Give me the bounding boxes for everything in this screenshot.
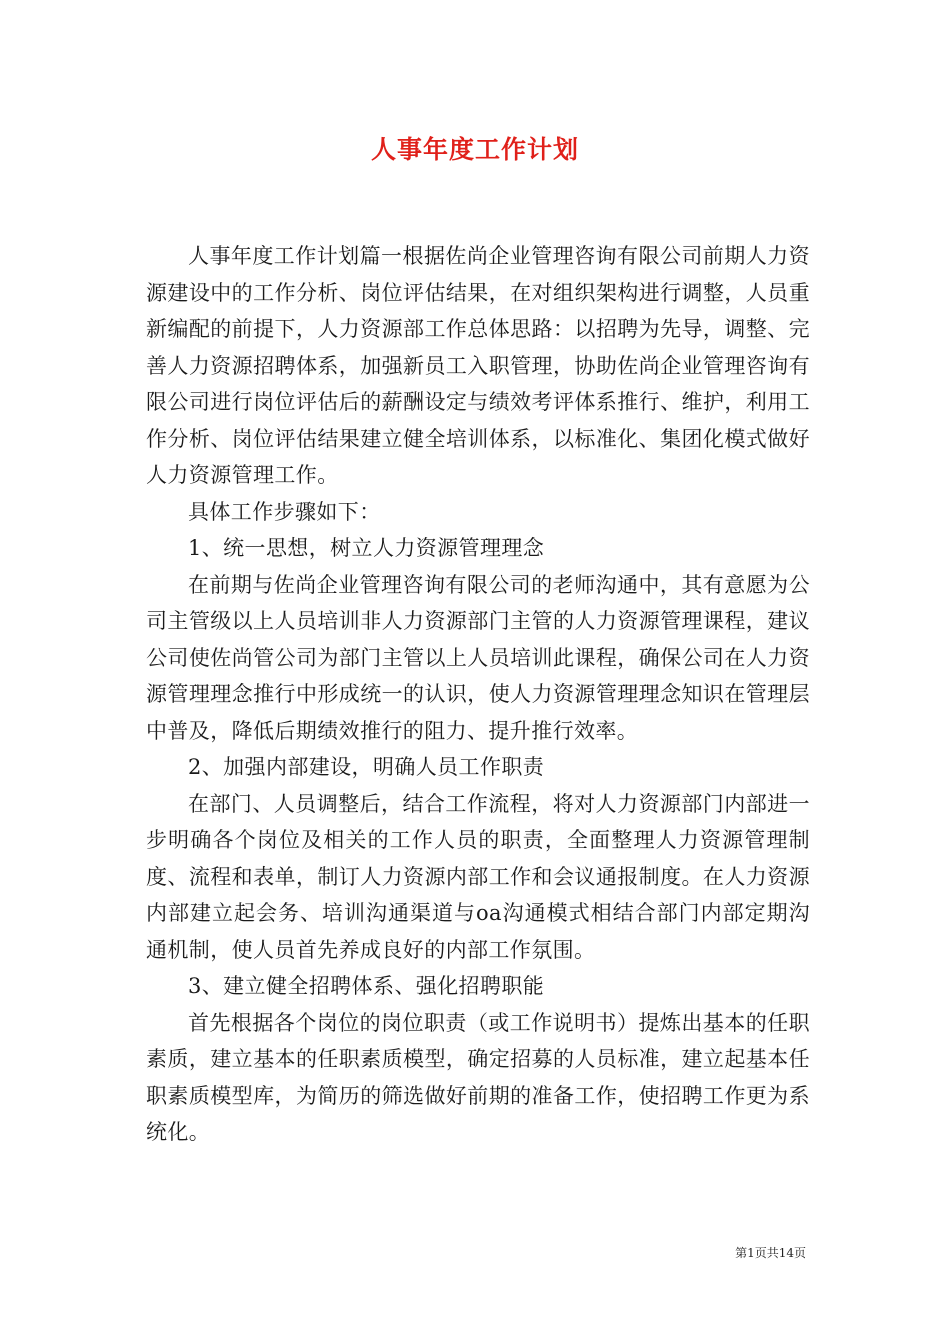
page-title: 人事年度工作计划 [370,135,579,164]
paragraph-intro: 人事年度工作计划篇一根据佐尚企业管理咨询有限公司前期人力资源建设中的工作分析、岗位评估结果，在对组织架构进行调整，人员重新编配的前提下，人力资源部工作总体思路：以招聘为先导，调整、完善人力资源招聘体系，加强新员工入职管理，协助佐尚企业管理咨询有限公司进行岗位评估后的薪酬设定与绩效考评体系推行、维护，利用工作分析、岗位评估结果建立健全培训体系，以标准化、集团化模式做好人力资源管理工作。 [146,244,810,487]
section-heading-1: 1、统一思想，树立人力资源管理理念 [188,536,545,560]
section-heading-2: 2、加强内部建设，明确人员工作职责 [188,755,545,779]
page-number-footer: 第1页共14页 [735,1246,806,1260]
section-heading-3: 3、建立健全招聘体系、强化招聘职能 [188,974,545,998]
paragraph-steps-heading: 具体工作步骤如下： [188,499,381,524]
paragraph-section-1: 在前期与佐尚企业管理咨询有限公司的老师沟通中，其有意愿为公司主管级以上人员培训非人力资源部门主管的人力资源管理课程，建议公司使佐尚管公司为部门主管以上人员培训此课程，确保公司在人力资源管理理念推行中形成统一的认识，使人力资源管理理念知识在管理层中普及，降低后期绩效推行的阻力、提升推行效率。 [146,572,810,743]
paragraph-section-3: 首先根据各个岗位的岗位职责（或工作说明书）提炼出基本的任职素质，建立基本的任职素质模型，确定招募的人员标准，建立起基本任职素质模型库，为简历的筛选做好前期的准备工作，使招聘工作更为系统化。 [146,1010,810,1144]
paragraph-section-2: 在部门、人员调整后，结合工作流程，将对人力资源部门内部进一步明确各个岗位及相关的工作人员的职责，全面整理人力资源管理制度、流程和表单，制订人力资源内部工作和会议通报制度。在人力资源内部建立起会务、培训沟通渠道与oa沟通模式相结合部门内部定期沟通机制，使人员首先养成良好的内部工作氛围。 [146,791,810,962]
document-body [146,238,810,1151]
